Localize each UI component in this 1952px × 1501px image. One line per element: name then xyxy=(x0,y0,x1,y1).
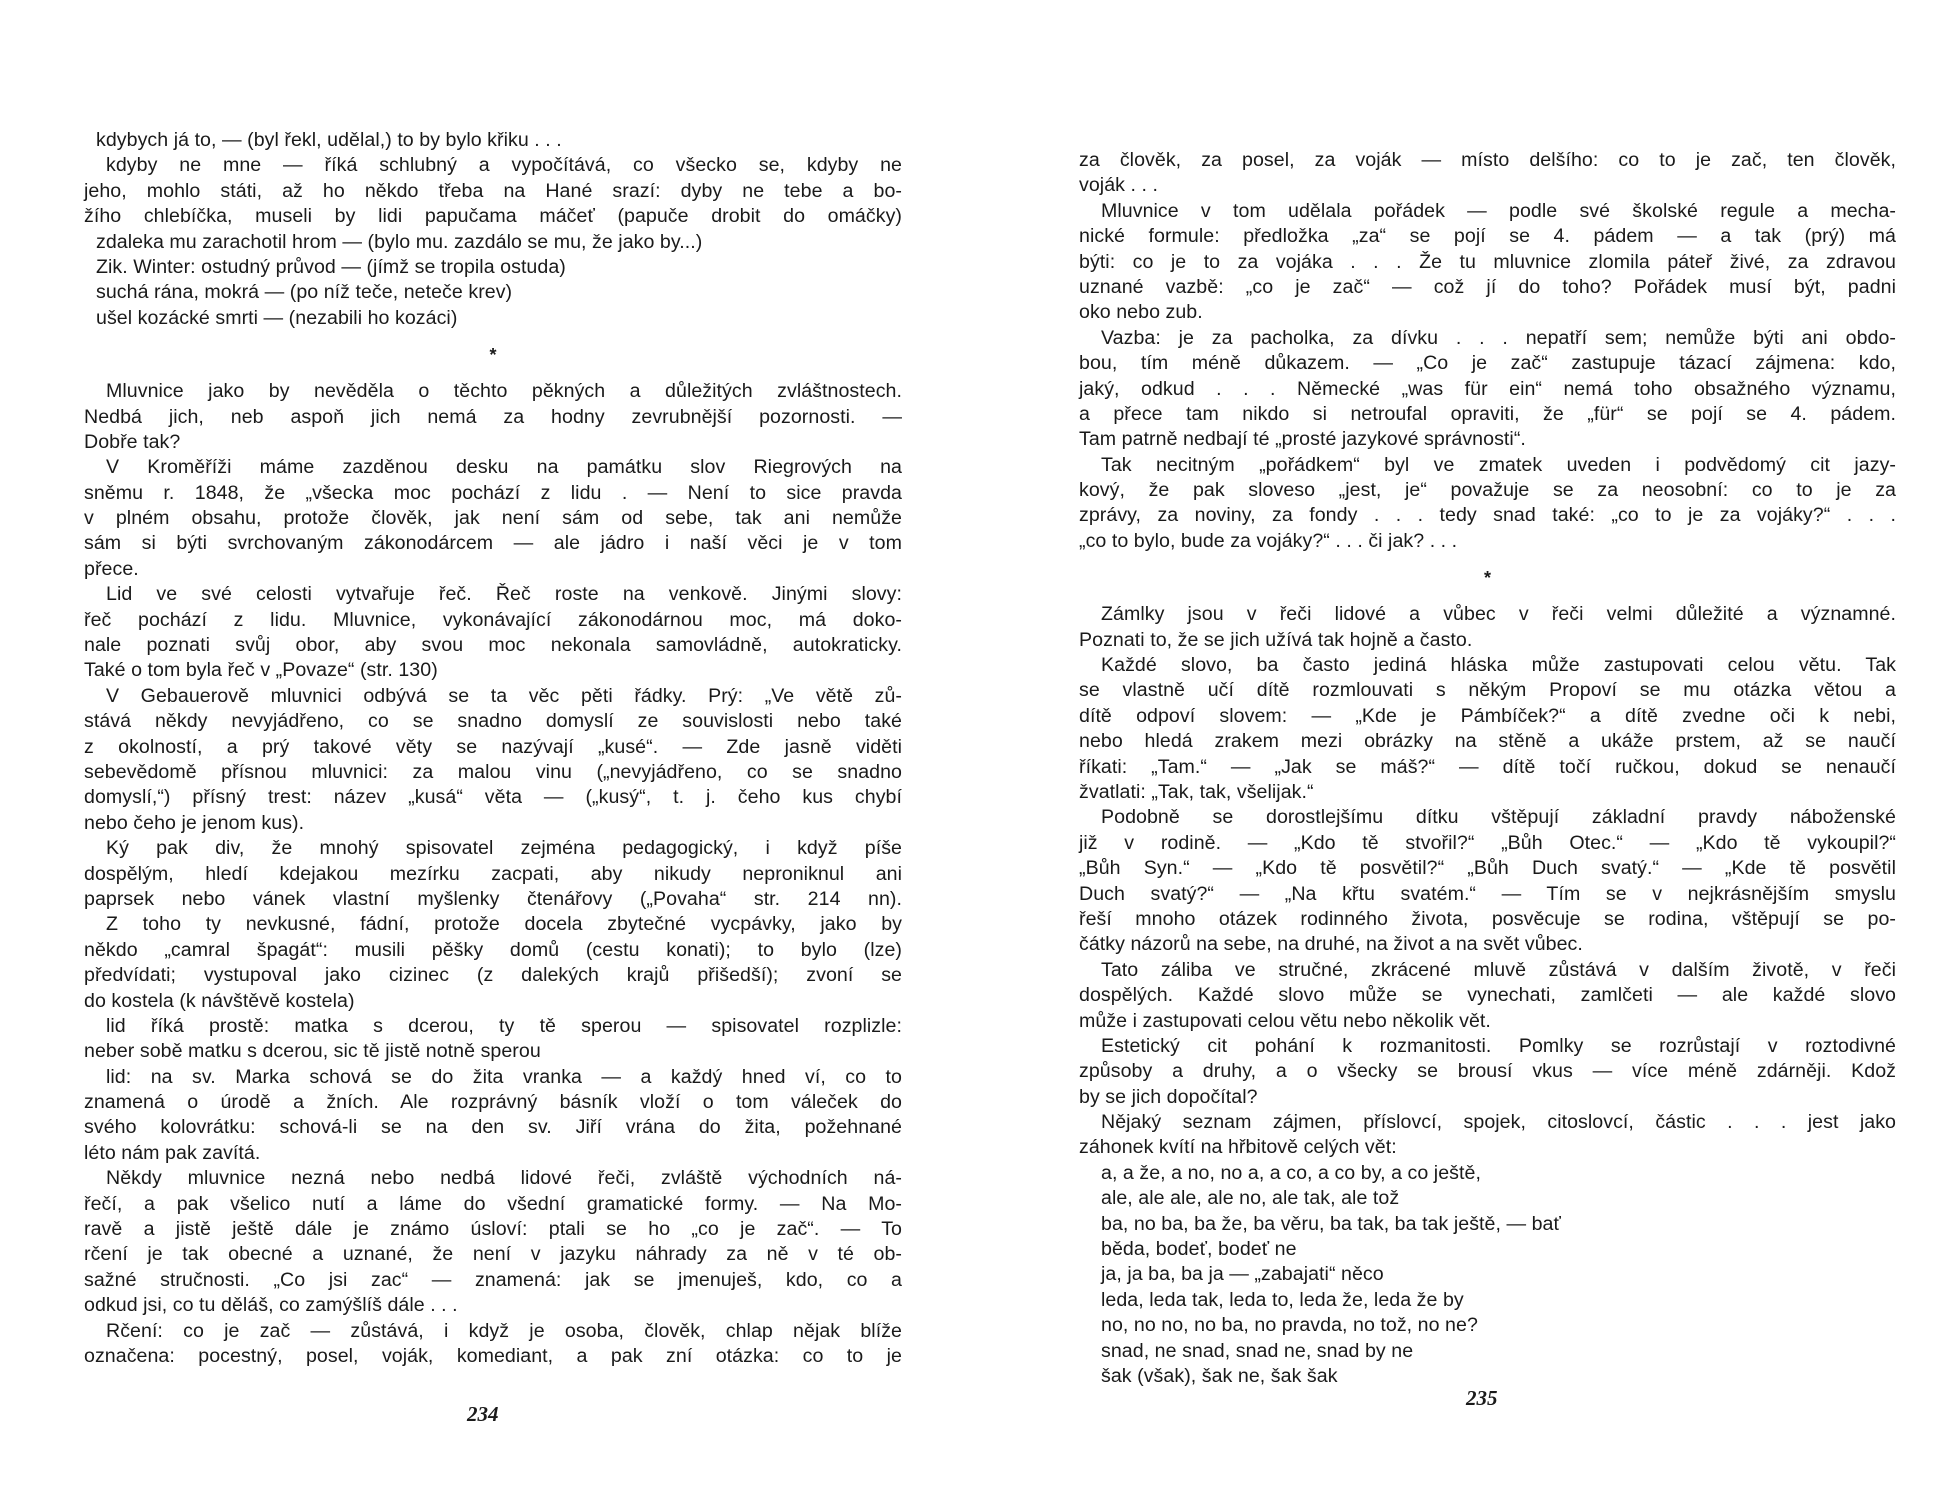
text-line: Tak necitným „pořádkem“ byl ve zmatek uveden i podvědomý cit jazy- xyxy=(1101,453,1896,476)
text-line: žího chlebíčka, museli by lidi papučama máčeť (papuče drobit do omáčky) xyxy=(84,205,902,228)
text-line: býti: co je to za vojáka . . . Že tu mluvnice zlomila páteř živé, za zdravou xyxy=(1079,250,1896,273)
text-line: záhonek kvítí na hřbitově celých vět: xyxy=(1079,1136,1397,1159)
text-line: stává někdy nevyjádřeno, co se snadno domyslí ze souvislosti nebo také xyxy=(84,710,902,733)
text-line: se vlastně učí dítě rozmlouvati s někým Propoví se mu otázka větou a xyxy=(1079,679,1896,702)
text-line: nebo hledá zrakem mezi obrázky na stěně a ukáže prstem, až se naučí xyxy=(1079,730,1896,753)
text-line: řečí, a pak všelico nutí a láme do všední gramatické formy. — Na Mo- xyxy=(84,1192,902,1215)
text-line: Nějaký seznam zájmen, příslovcí, spojek, citoslovcí, částic . . . jest jako xyxy=(1101,1111,1896,1134)
text-line: odkud jsi, co tu děláš, co zamýšlíš dále . . . xyxy=(84,1294,458,1317)
text-line: v plném obsahu, protože člověk, jak není sám od sebe, tak ani nemůže xyxy=(84,507,902,530)
text-line: jeho, mohlo státi, až ho někdo třeba na Hané srazí: dyby ne tebe a bo- xyxy=(84,179,902,202)
text-line: řeší mnoho otázek rodinného života, posvěcuje se rodina, vštěpují se po- xyxy=(1079,907,1896,930)
text-line: označena: pocestný, posel, voják, komediant, a pak zní otázka: co to je xyxy=(84,1344,902,1367)
list-item: snad, ne snad, snad ne, snad by ne xyxy=(1101,1339,1414,1362)
text-line: „co to bylo, bude za vojáky?“ . . . či jak? . . . xyxy=(1079,529,1458,552)
text-line: V Kroměříži máme zazděnou desku na památku slov Riegrových na xyxy=(106,456,902,479)
text-line: neber sobě matku s dcerou, sic tě jistě notně sperou xyxy=(84,1040,541,1063)
section-separator: * xyxy=(1483,568,1491,589)
text-line: znamená o úrodě a žních. Ale rozprávný básník vloží o tom váleček do xyxy=(84,1091,902,1114)
text-line: říkati: „Tam.“ — „Jak se máš?“ — dítě točí ručkou, dokud se nenaučí xyxy=(1079,755,1896,778)
text-line: za člověk, za posel, za voják — místo delšího: co to je zač, ten člověk, xyxy=(1079,149,1896,171)
page-number: 235 xyxy=(1466,1386,1498,1410)
list-item: no, no no, no ba, no pravda, no tož, no ne? xyxy=(1101,1314,1478,1337)
text-line: Podobně se dorostlejšímu dítku vštěpují základní pravdy náboženské xyxy=(1101,806,1896,829)
text-line: předvídati; vystupoval jako cizinec (z dalekých krajů přišedší); zvoní se xyxy=(84,964,902,987)
text-line: „Bůh Syn.“ — „Kdo tě posvětil?“ „Bůh Duch svatý.“ — „Kde tě posvětil xyxy=(1079,857,1896,880)
text-line: lid říká prostě: matka s dcerou, ty tě sperou — spisovatel rozplizle: xyxy=(106,1014,902,1037)
text-line: přece. xyxy=(84,557,139,580)
text-line: sebevědomě přísnou mluvnici: za malou vinu („nevyjádřeno, co se snadno xyxy=(84,760,902,783)
list-item: a, a že, a no, no a, a co, a co by, a co ještě, xyxy=(1101,1161,1481,1184)
text-line: dítě odpoví slovem: — „Kde je Pámbíček?“ a dítě zvedne oči k nebi, xyxy=(1079,704,1896,727)
text-line: Mluvnice v tom udělala pořádek — podle své školské regule a mecha- xyxy=(1101,199,1896,222)
list-item: ba, no ba, ba že, ba věru, ba tak, ba tak ještě, — bať xyxy=(1101,1212,1561,1235)
section-separator: * xyxy=(489,345,497,366)
text-line: voják . . . xyxy=(1079,174,1158,197)
text-line: ušel kozácké smrti — (nezabili ho kozáci) xyxy=(96,306,458,329)
text-line: paprsek nebo vánek vlastní myšlenky čtenářovy („Povaha“ str. 214 nn). xyxy=(84,887,902,910)
text-line: dospělých. Každé slovo může se vynechati, zamlčeti — ale každé slovo xyxy=(1079,984,1896,1007)
text-line: Také o tom byla řeč v „Povaze“ (str. 130) xyxy=(84,659,438,682)
text-line: do kostela (k návštěvě kostela) xyxy=(84,989,355,1012)
text-line: Někdy mluvnice nezná nebo nedbá lidové řeči, zvláště východních ná- xyxy=(106,1167,902,1190)
text-line: sněmu r. 1848, že „všecka moc pochází z lidu . — Není to sice pravda xyxy=(84,481,902,504)
text-line: suchá rána, mokrá — (po níž teče, neteče krev) xyxy=(96,281,513,304)
text-line: řeč pochází z lidu. Mluvnice, vykonávající zákonodárnou moc, má doko- xyxy=(84,608,902,631)
text-line: již v rodině. — „Kdo tě stvořil?“ „Bůh Otec.“ — „Kdo tě vykoupil?“ xyxy=(1079,831,1896,854)
text-line: Tam patrně nedbají té „prosté jazykové správnosti“. xyxy=(1079,428,1526,451)
text-line: kový, že pak sloveso „jest, je“ považuje se za neosobní: co to je za xyxy=(1079,479,1896,502)
text-line: sažné stručnosti. „Co jsi zac“ — znamená: jak se jmenuješ, kdo, co a xyxy=(84,1268,902,1291)
text-line: Ký pak div, že mnohý spisovatel zejména pedagogický, i když píše xyxy=(106,837,902,860)
text-line: Estetický cit pohání k rozmanitosti. Pomlky se rozrůstají v roztodivné xyxy=(1101,1034,1896,1057)
text-line: Z toho ty nevkusné, fádní, protože docela zbytečné vycpávky, jako by xyxy=(106,913,902,936)
text-line: by se jich dopočítal? xyxy=(1079,1085,1258,1108)
text-line: čátky názorů na sebe, na druhé, na život a na svět vůbec. xyxy=(1079,933,1583,956)
right-text-column xyxy=(1079,148,1896,1389)
text-line: zdaleka mu zarachotil hrom — (bylo mu. zazdálo se mu, že jako by...) xyxy=(96,230,703,253)
list-item: ja, ja ba, ba ja — „zabajati“ něco xyxy=(1101,1263,1384,1286)
text-line: nické formule: předložka „za“ se pojí se 4. pádem — a tak (prý) má xyxy=(1079,225,1896,248)
text-line: rčení je tak obecné a uznané, že není v jazyku náhrady za ně v té ob- xyxy=(84,1243,902,1266)
page-number: 234 xyxy=(467,1402,499,1426)
text-line: dospělým, hledí kdejakou mezírku zacpati, aby nikudy neproniknul ani xyxy=(84,862,902,885)
text-line: oko nebo zub. xyxy=(1079,301,1203,324)
text-line: lid: na sv. Marka schová se do žita vranka — a každý hned ví, co to xyxy=(106,1065,902,1088)
text-line: Duch svatý?“ — „Na křtu svatém.“ — Tím se v nejkrásnějším smyslu xyxy=(1079,882,1896,905)
text-line: bou, tím méně důkazem. — „Co je zač“ zastupuje tázací zájmena: kdo, xyxy=(1079,352,1896,375)
text-line: z okolností, a prý takové věty se nazývají „kusé“. — Zde jasně viděti xyxy=(84,735,902,758)
text-line: nale poznati svůj obor, aby svou moc nekonala samovládně, autokraticky. xyxy=(84,634,902,657)
text-line: Lid ve své celosti vytvařuje řeč. Řeč roste na venkově. Jinými slovy: xyxy=(106,583,902,606)
left-text-column xyxy=(84,128,902,1369)
text-line: svého kolovrátku: schová-li se na den sv. Jiří vrána do žita, požehnané xyxy=(84,1116,902,1139)
text-line: jaký, odkud . . . Německé „was für ein“ nemá toho obsažného významu, xyxy=(1079,377,1896,400)
text-line: žvatlati: „Tak, tak, všelijak.“ xyxy=(1079,780,1314,803)
text-line: může i zastupovati celou větu nebo několik vět. xyxy=(1079,1009,1491,1032)
text-line: kdyby ne mne — říká schlubný a vypočítává, co všecko se, kdyby ne xyxy=(106,154,902,177)
text-line: V Gebauerově mluvnici odbývá se ta věc pěti řádky. Prý: „Ve větě zů- xyxy=(106,684,902,707)
text-line: někdo „camral špagát“: musili pěšky domů (cestu konati); to bylo (lze) xyxy=(84,938,902,961)
text-line: domyslí,“) přísný trest: název „kusá“ věta — („kusý“, t. j. čeho kus chybí xyxy=(84,786,902,809)
text-line: Zik. Winter: ostudný průvod — (jímž se tropila ostuda) xyxy=(96,255,566,278)
text-line: Nedbá jich, neb aspoň jich nemá za hodny zevrubnější pozornosti. — xyxy=(84,405,902,428)
text-line: a přece tam nikdo si netroufal opraviti, že „für“ se pojí se 4. pádem. xyxy=(1079,402,1896,425)
text-line: ravě a jistě ještě dále je známo úsloví: ptali se ho „co je zač“. — To xyxy=(84,1218,902,1241)
text-line: Tato záliba ve stručné, zkrácené mluvě zůstává v dalším životě, v řeči xyxy=(1101,958,1896,981)
text-line: Mluvnice jako by nevěděla o těchto pěkných a důležitých zvláštnostech. xyxy=(106,380,902,403)
text-line: Zámlky jsou v řeči lidové a vůbec v řeči velmi důležité a významné. xyxy=(1101,603,1896,626)
text-line: Rčení: co je zač — zůstává, i když je osoba, člověk, chlap nějak blíže xyxy=(106,1319,902,1342)
list-item: ale, ale ale, ale no, ale tak, ale tož xyxy=(1101,1187,1400,1210)
text-line: způsoby a druhy, a o všecky se brousí vkus — více méně zdárněji. Kdož xyxy=(1079,1060,1896,1083)
text-line: Dobře tak? xyxy=(84,430,181,453)
text-line: uznané vazbě: „co je zač“ — což jí do toho? Pořádek musí být, padni xyxy=(1079,275,1896,298)
list-item: leda, leda tak, leda to, leda že, leda že by xyxy=(1101,1288,1464,1311)
text-line: Poznati to, že se jich užívá tak hojně a často. xyxy=(1079,628,1473,651)
text-line: Každé slovo, ba často jediná hláska může zastupovati celou větu. Tak xyxy=(1101,654,1896,677)
list-item: šak (však), šak ne, šak šak xyxy=(1101,1364,1338,1387)
text-line: léto nám pak zavítá. xyxy=(84,1141,261,1164)
text-line: zprávy, za noviny, za fondy . . . tedy snad také: „co to je za vojáky?“ . . . xyxy=(1079,504,1896,527)
text-line: kdybych já to, — (byl řekl, udělal,) to by bylo křiku . . . xyxy=(96,129,562,151)
text-line: nebo čeho je jenom kus). xyxy=(84,811,305,834)
list-item: běda, bodeť, bodeť ne xyxy=(1101,1238,1297,1261)
text-line: sám si býti svrchovaným zákonodárcem — ale jádro i naší věci je v tom xyxy=(84,532,902,555)
text-line: Vazba: je za pacholka, za dívku . . . nepatří sem; nemůže býti ani obdo- xyxy=(1101,326,1896,349)
